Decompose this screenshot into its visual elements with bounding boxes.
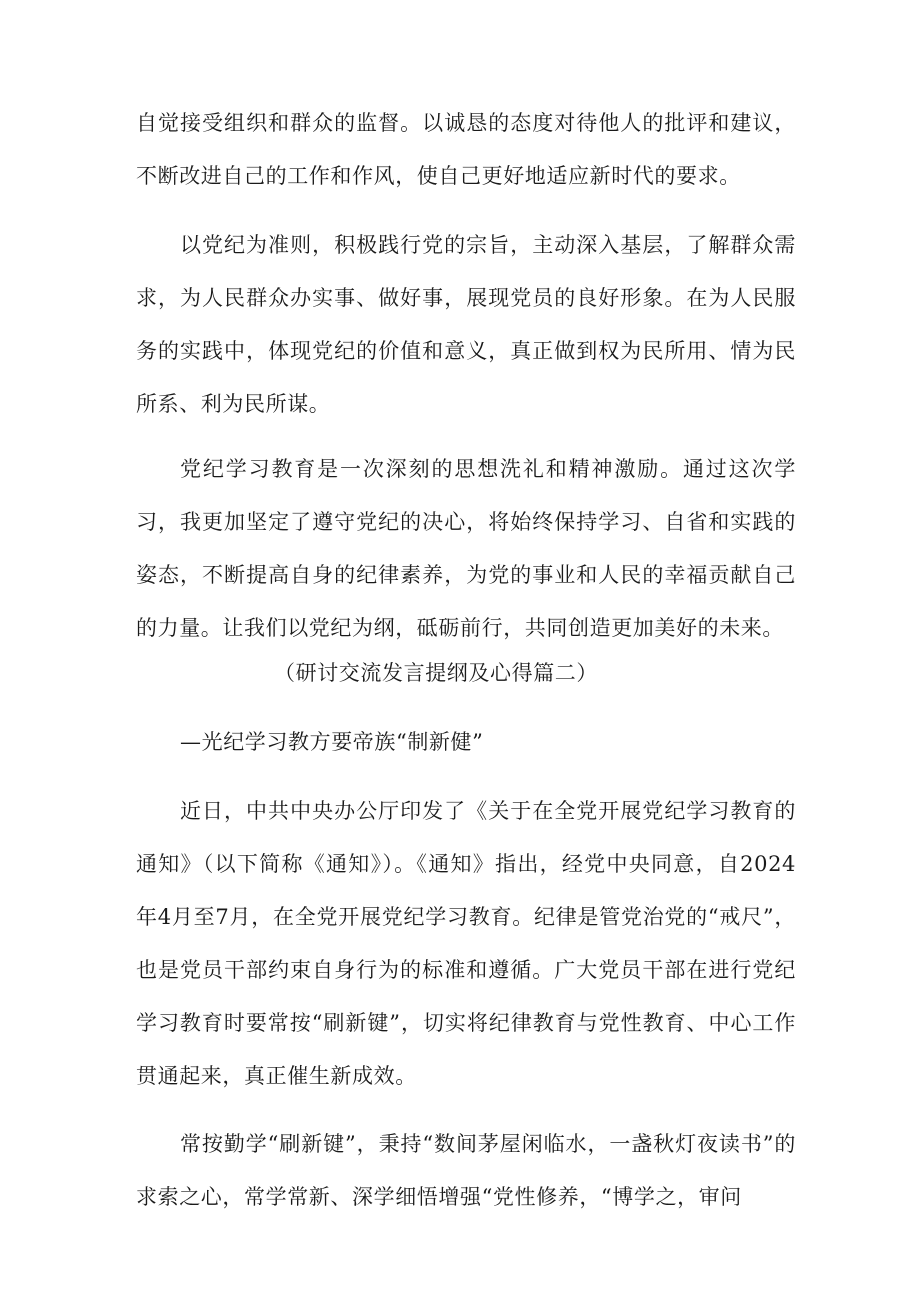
section-subheading: —光纪学习教方要帝族“制新健” <box>180 730 484 754</box>
paragraph-supervision: 自觉接受组织和群众的监督。以诚恳的态度对待他人的批评和建议，不断改进自己的工作和作风，使自己更好地适应新时代的要求。 <box>136 111 796 188</box>
paragraph-notice: 近日，中共中央办公厅印发了《关于在全党开展党纪学习教育的通知》（以下简称《通知》）。《通知》指出，经党中央同意，自2024年4月至7月，在全党开展党纪学习教育。纪律是管党治党的“戒尺”，也是党员干部约束自身行为的标准和遵循。广大党员干部在进行党纪学习教育时要常按“刷新键”，切实将纪律教育与党性教育、中心工作贯通起来，真正催生新成效。 <box>136 799 796 1088</box>
paragraph-party-discipline-principle: 以党纪为准则，积极践行党的宗旨，主动深入基层，了解群众需求，为人民群众办实事、做好事，展现党员的良好形象。在为人民服务的实践中，体现党纪的价值和意义，真正做到权为民所用、情为民所系、利为民所谋。 <box>136 233 796 416</box>
section-heading: （研讨交流发言提纲及心得篇二） <box>274 661 598 685</box>
paragraph-learning-conclusion: 党纪学习教育是一次深刻的思想洗礼和精神激励。通过这次学习，我更加坚定了遵守党纪的决心，将始终保持学习、自省和实践的姿态，不断提高自身的纪律素养，为党的事业和人民的幸福贡献自己的力量。让我们以党纪为纲，砥砺前行，共同创造更加美好的未来。 <box>136 457 796 640</box>
paragraph-study-refresh: 常按勤学“刷新键”，秉持“数间茅屋闲临水，一盏秋灯夜读书”的求索之心，常学常新、深学细悟增强“党性修养，“博学之，审问 <box>136 1132 796 1209</box>
